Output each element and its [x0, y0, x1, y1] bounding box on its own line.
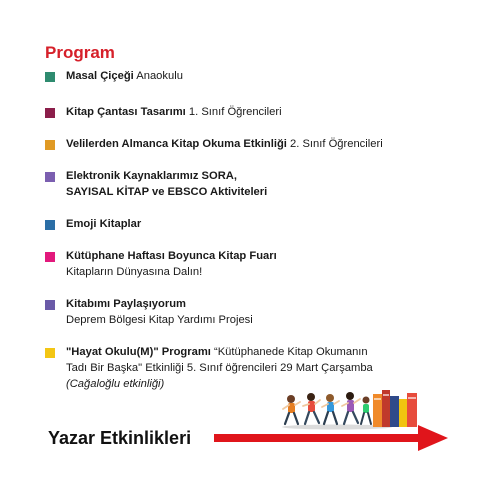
item-title-line1: Elektronik Kaynaklarımız SORA,: [66, 170, 237, 182]
bullet-square: [45, 348, 55, 358]
item-subtitle: Deprem Bölgesi Kitap Yardımı Projesi: [66, 314, 253, 326]
item-title: Kitap Çantası Tasarımı: [66, 106, 186, 118]
children-running-to-books-illustration: [277, 384, 423, 430]
item-title: Velilerden Almanca Kitap Okuma Etkinliği: [66, 138, 287, 150]
program-title: Program: [45, 43, 115, 62]
item-detail-line2: Tadı Bir Başka" Etkinliği 5. Sınıf öğrencileri 29 Mart Çarşamba: [66, 362, 373, 374]
bullet-square: [45, 252, 55, 262]
item-subtitle: Kitapların Dünyasına Dalın!: [66, 266, 203, 278]
item-title-line2: SAYISAL KİTAP ve EBSCO Aktiviteleri: [66, 186, 268, 198]
item-detail: “Kütüphanede Kitap Okumanın: [210, 346, 368, 358]
bullet-square: [45, 300, 55, 310]
bullet-square: [45, 108, 55, 118]
item-title: Masal Çiçeği: [66, 70, 134, 82]
item-detail-line3: (Cağaloğlu etkinliği): [66, 378, 165, 390]
yazar-etkinlikleri-heading: Yazar Etkinlikleri: [48, 428, 192, 448]
item-title: Kütüphane Haftası Boyunca Kitap Fuarı: [66, 250, 277, 262]
item-title: Emoji Kitaplar: [66, 218, 142, 230]
item-detail: 2. Sınıf Öğrencileri: [286, 138, 383, 150]
bullet-square: [45, 72, 55, 82]
bullet-square: [45, 140, 55, 150]
bullet-square: [45, 220, 55, 230]
item-detail: Anaokulu: [133, 70, 183, 82]
bullet-square: [45, 172, 55, 182]
arrow-right-icon: [214, 425, 448, 451]
item-title: Kitabımı Paylaşıyorum: [66, 298, 186, 310]
item-title: "Hayat Okulu(M)" Programı: [66, 346, 211, 358]
item-detail: 1. Sınıf Öğrencileri: [185, 106, 282, 118]
